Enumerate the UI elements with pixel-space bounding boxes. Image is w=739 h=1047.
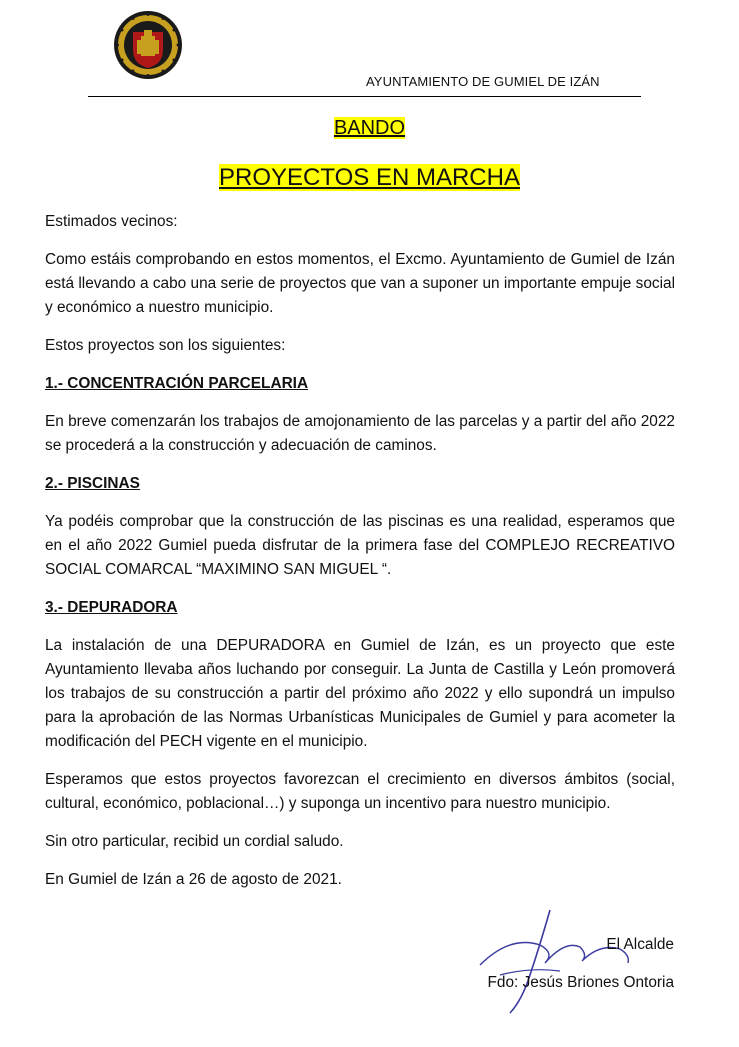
section-heading-concentracion: 1.- CONCENTRACIÓN PARCELARIA xyxy=(45,375,309,392)
date-line: En Gumiel de Izán a 26 de agosto de 2021. xyxy=(45,871,342,888)
section-heading-depuradora: 3.- DEPURADORA xyxy=(45,599,178,616)
list-intro: Estos proyectos son los siguientes: xyxy=(45,337,286,354)
section-heading-piscinas: 2.- PISCINAS xyxy=(45,475,140,492)
header-rule xyxy=(88,96,641,97)
signature-block xyxy=(488,926,674,1002)
section-text-concentracion: En breve comenzarán los trabajos de amojonamiento de las parcelas y a partir del año 2022 se procederá a la construcción y adecuación de caminos. xyxy=(45,413,675,454)
municipal-seal-logo xyxy=(113,10,183,80)
closing-paragraph: Esperamos que estos proyectos favorezcan el crecimiento en diversos ámbitos (social, cultural, económico, poblacional…) y suponga un incentivo para nuestro municipio. xyxy=(45,771,675,812)
document-title xyxy=(0,164,739,192)
section-text-depuradora: La instalación de una DEPURADORA en Gumiel de Izán, es un proyecto que este Ayuntamiento llevaba años luchando por conseguir. La Junta de Castilla y León promoverá los trabajos de su construcción a partir del próximo año 2022 y ello supondrá un impulso para la aprobación de las Normas Urbanísticas Municipales de Gumiel y para acometer la modificación del PECH vigente en el municipio. xyxy=(45,637,675,750)
intro-paragraph: Como estáis comprobando en estos momentos, el Excmo. Ayuntamiento de Gumiel de Izán está llevando a cabo una serie de proyectos que van a suponer un importante empuje social y económico a nuestro municipio. xyxy=(45,251,675,316)
organization-name: AYUNTAMIENTO DE GUMIEL DE IZÁN xyxy=(366,74,600,89)
document-title-text: PROYECTOS EN MARCHA xyxy=(219,164,520,191)
greeting: Estimados vecinos: xyxy=(45,213,178,230)
signature-name: Fdo: Jesús Briones Ontoria xyxy=(487,974,674,991)
document-body xyxy=(45,210,675,906)
document-kind-text: BANDO xyxy=(333,117,406,139)
signature-role: El Alcalde xyxy=(606,936,674,953)
document-kind xyxy=(0,117,739,140)
closing-salutation: Sin otro particular, recibid un cordial saludo. xyxy=(45,833,344,850)
section-text-piscinas: Ya podéis comprobar que la construcción de las piscinas es una realidad, esperamos que en el año 2022 Gumiel pueda disfrutar de la primera fase del COMPLEJO RECREATIVO SOCIAL COMARCAL “MAXIMINO SAN MIGUEL “. xyxy=(45,513,675,578)
